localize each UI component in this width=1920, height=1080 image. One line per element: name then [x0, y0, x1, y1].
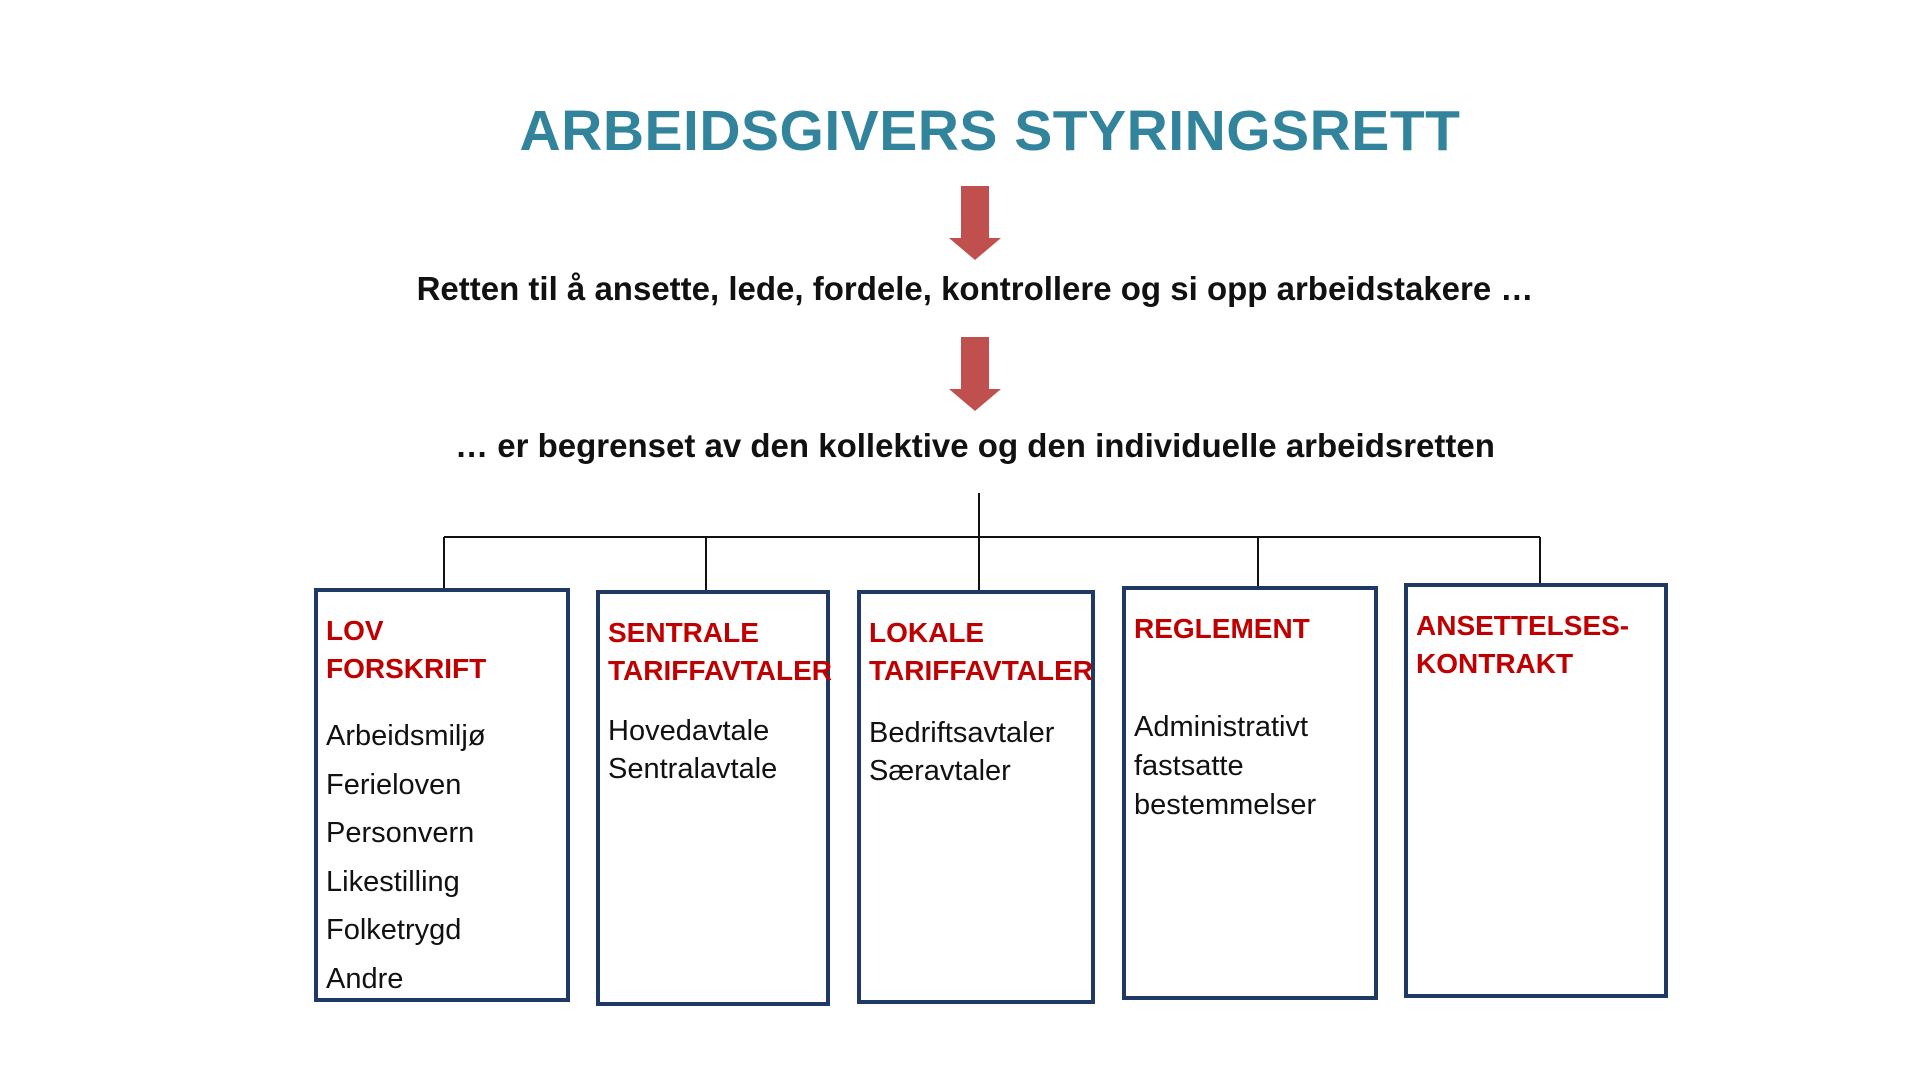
down-arrow-icon: [949, 337, 1001, 411]
box-ansettelseskontrakt: [1404, 583, 1668, 998]
box-heading: ANSETTELSES- KONTRAKT: [1416, 610, 1630, 679]
box-heading: LOKALE TARIFFAVTALER: [869, 617, 1093, 686]
box-items: [326, 712, 486, 1003]
list-item: Likestilling: [326, 865, 460, 898]
box-heading: REGLEMENT: [1134, 613, 1310, 644]
box-items: [1134, 708, 1316, 825]
list-item: Arbeidsmiljø: [326, 720, 486, 752]
statement-text: Retten til å ansette, lede, fordele, kontrollere og si opp arbeidstakere …: [416, 270, 1534, 307]
list-item: Andre: [326, 962, 404, 995]
limitation-text: … er begrenset av den kollektive og den individuelle arbeidsretten: [455, 427, 1495, 464]
list-item: Folketrygd: [326, 914, 462, 946]
box-reglement: [1122, 586, 1378, 1000]
list-item: bestemmelser: [1134, 789, 1317, 821]
list-item: Ferieloven: [326, 768, 462, 801]
list-item: Administrativt: [1134, 711, 1309, 743]
down-arrow-icon: [949, 186, 1001, 260]
list-item: Særavtaler: [869, 755, 1011, 787]
box-items: [869, 714, 1054, 790]
box-sentrale-tariffavtaler: [596, 590, 830, 1006]
list-item: Bedriftsavtaler: [869, 717, 1055, 749]
box-lov-forskrift: [314, 588, 570, 1002]
list-item: Sentralavtale: [608, 753, 778, 785]
box-heading: SENTRALE TARIFFAVTALER: [608, 617, 832, 686]
box-lokale-tariffavtaler: [857, 590, 1095, 1004]
box-heading: LOV FORSKRIFT: [326, 615, 487, 684]
box-items: [608, 712, 777, 788]
list-item: Hovedavtale: [608, 715, 770, 747]
list-item: fastsatte: [1134, 750, 1244, 782]
page-title: ARBEIDSGIVERS STYRINGSRETT: [519, 99, 1461, 163]
list-item: Personvern: [326, 817, 475, 849]
